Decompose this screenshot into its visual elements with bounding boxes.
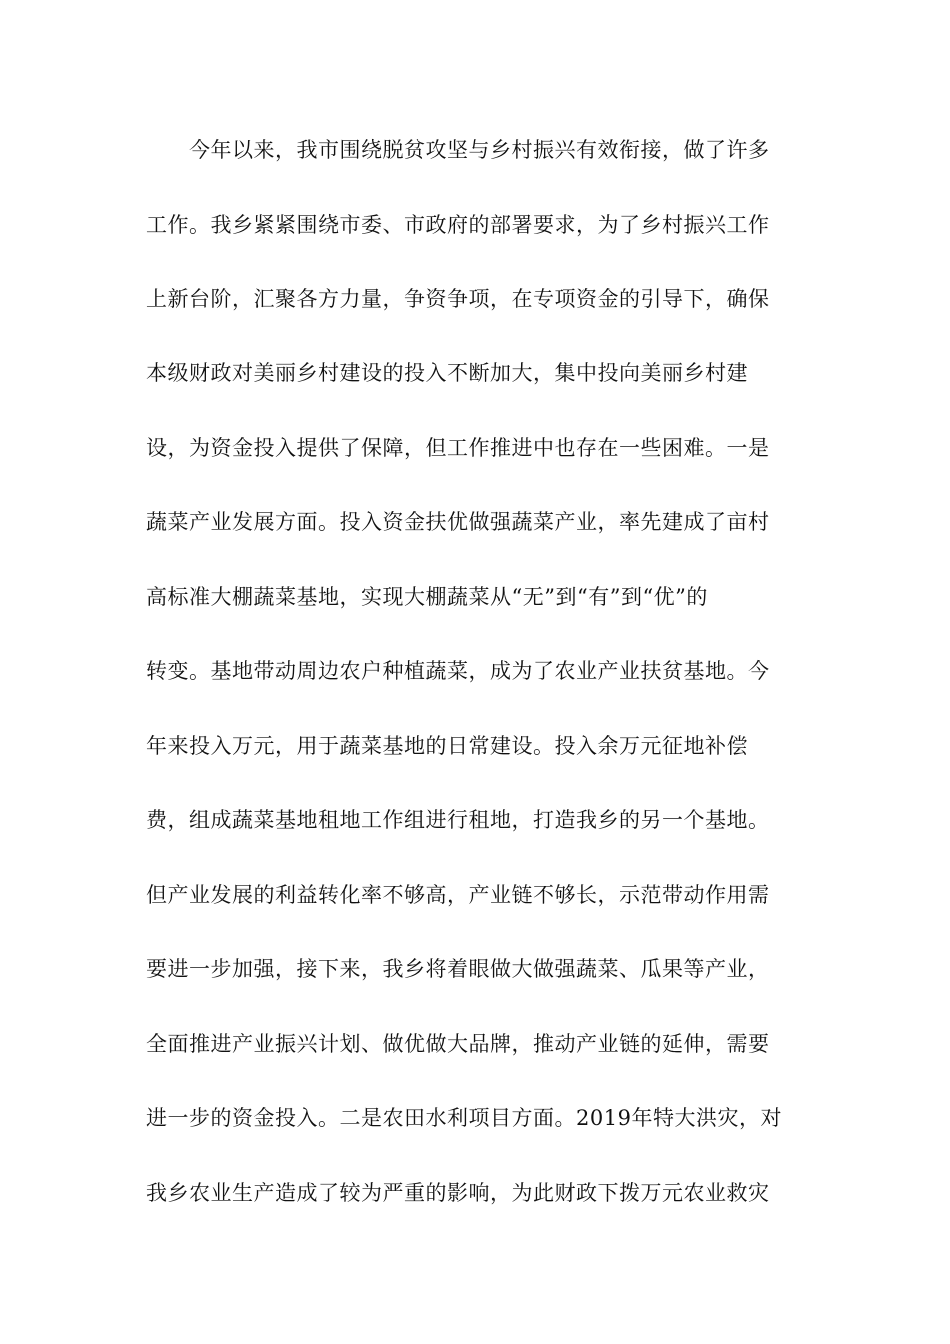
paragraph-line-14: 进一步的资金投入。二是农田水利项目方面。2019年特大洪灾，对 (146, 1106, 782, 1130)
paragraph-line-6: 蔬菜产业发展方面。投入资金扶优做强蔬菜产业，率先建成了亩村 (146, 510, 770, 534)
paragraph-line-4: 本级财政对美丽乡村建设的投入不断加大，集中投向美丽乡村建 (146, 361, 748, 385)
paragraph-line-10: 费，组成蔬菜基地租地工作组进行租地，打造我乡的另一个基地。 (146, 808, 770, 832)
paragraph-line-2: 工作。我乡紧紧围绕市委、市政府的部署要求，为了乡村振兴工作 (146, 213, 770, 237)
paragraph-line-13: 全面推进产业振兴计划、做优做大品牌，推动产业链的延伸，需要 (146, 1032, 770, 1056)
paragraph-line-5: 设，为资金投入提供了保障，但工作推进中也存在一些困难。一是 (146, 436, 770, 460)
paragraph-line-1: 今年以来，我市围绕脱贫攻坚与乡村振兴有效衔接，做了许多 (189, 138, 770, 162)
paragraph-line-7: 高标准大棚蔬菜基地，实现大棚蔬菜从“无”到“有”到“优”的 (146, 585, 708, 609)
paragraph-line-3: 上新台阶，汇聚各方力量，争资争项，在专项资金的引导下，确保 (146, 287, 770, 311)
paragraph-line-9: 年来投入万元，用于蔬菜基地的日常建设。投入余万元征地补偿 (146, 734, 748, 758)
paragraph-line-12: 要进一步加强，接下来，我乡将着眼做大做强蔬菜、瓜果等产业， (146, 957, 770, 981)
paragraph-line-8: 转变。基地带动周边农户种植蔬菜，成为了农业产业扶贫基地。今 (146, 659, 770, 683)
paragraph-line-11: 但产业发展的利益转化率不够高，产业链不够长，示范带动作用需 (146, 883, 770, 907)
paragraph-line-15: 我乡农业生产造成了较为严重的影响，为此财政下拨万元农业救灾 (146, 1181, 770, 1205)
